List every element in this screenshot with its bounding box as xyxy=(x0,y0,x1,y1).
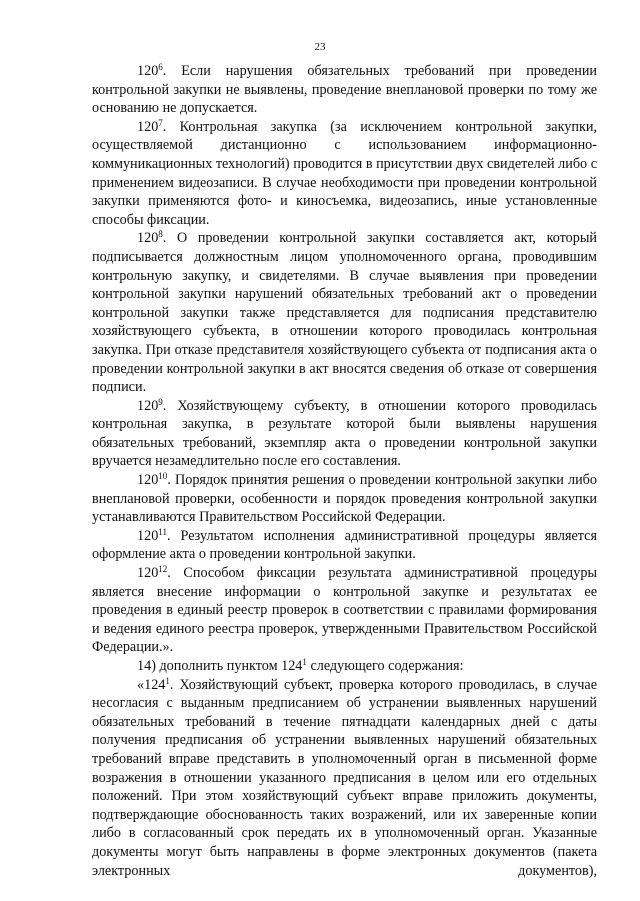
clause-superscript: 9 xyxy=(158,396,163,407)
clause-number: 120 xyxy=(137,472,159,489)
clause-number: 120 xyxy=(137,63,159,79)
clause-number: 120 xyxy=(137,397,159,414)
clause-superscript: 7 xyxy=(158,117,163,128)
paragraph-120-7 xyxy=(92,118,597,230)
clause-superscript: 6 xyxy=(158,62,163,72)
paragraph-text: . Контрольная закупка (за исключением контрольной закупки, осуществляемой дистанционно с использованием информационно-коммуникационных технологий) проводится в присутствии двух свидетелей либо с применением видеозаписи. В случае необходимости при проведении контрольной закупки применяются фото- и киносъемка, видеозапись, иные установленные способы фиксации. xyxy=(92,118,597,228)
paragraph-120-8 xyxy=(92,229,597,396)
clause-superscript: 1 xyxy=(302,657,307,667)
clause-number: «124 xyxy=(137,676,166,693)
clause-superscript: 12 xyxy=(158,564,168,575)
clause-number: 120 xyxy=(137,118,159,135)
paragraph-item-14 xyxy=(92,657,597,676)
clause-number: 120 xyxy=(137,565,159,582)
clause-superscript: 8 xyxy=(158,229,163,240)
document-body xyxy=(92,62,597,880)
paragraph-text: . Хозяйствующему субъекту, в отношении которого проводилась контрольная закупка, в результате которой были выявлены нарушения обязательных требований, экземпляр акта о проведении контрольной закупки вручается незамедлительно после его составления. xyxy=(92,397,597,470)
clause-superscript: 10 xyxy=(158,471,168,482)
page-number: 23 xyxy=(314,41,326,53)
paragraph-text: . О проведении контрольной закупки составляется акт, который подписывается должностным лицом уполномоченного органа, проводившим контрольную закупку, и свидетелями. В случае выявления при проведении контрольной закупки нарушений обязательных требований акт о проведении контрольной закупки также представляется для подписания представителю хозяйствующего субъекта, в отношении которого проводилась контрольная закупка. При отказе представителя хозяйствующего субъекта от подписания акта о проведении контрольной закупки в акт вносятся сведения об отказе от совершения подписи. xyxy=(92,230,597,396)
paragraph-124-1 xyxy=(92,676,597,881)
paragraph-text: . Хозяйствующий субъект, проверка которого проводилась, в случае несогласия с выданным предписанием об устранении выявленных нарушений обязательных требований в течение пятнадцати календарных дней с даты получения предписания об устранении выявленных нарушений обязательных требований вправе представить в уполномоченный орган в письменной форме возражения в отношении указанного предписания в целом или его отдельных положений. При этом хозяйствующий субъект вправе приложить документы, подтверждающие обоснованность таких возражений, или их заверенные копии либо в согласованный срок передать их в уполномоченный орган. Указанные документы могут быть направлены в форме электронных документов (пакета электронных документов), xyxy=(92,676,597,879)
paragraph-120-12 xyxy=(92,564,597,657)
clause-number: 120 xyxy=(137,230,159,247)
clause-number: 120 xyxy=(137,527,159,544)
item-intro: 14) дополнить пунктом 124 xyxy=(137,658,303,674)
clause-superscript: 1 xyxy=(165,675,170,686)
clause-superscript: 11 xyxy=(158,526,167,537)
paragraph-120-6 xyxy=(92,62,597,118)
paragraph-text: следующего содержания: xyxy=(306,658,464,674)
paragraph-text: . Порядок принятия решения о проведении контрольной закупки либо внеплановой проверки, особенности и порядок проведения контрольной закупки устанавливаются Правительством Российской Федерации. xyxy=(92,472,597,526)
paragraph-text: . Если нарушения обязательных требований при проведении контрольной закупки не выявлены, проведение внеплановой проверки по тому же основанию не допускается. xyxy=(92,63,597,117)
paragraph-text: . Способом фиксации результата административной процедуры является внесение информации о контрольной закупке и результатах ее проведения в единый реестр проверок в соответствии с правилами формирования и ведения единого реестра проверок, утвержденными Правительством Российской Федерации.». xyxy=(92,565,597,656)
paragraph-text: . Результатом исполнения административной процедуры является оформление акта о проведении контрольной закупки. xyxy=(92,527,597,563)
paragraph-120-10 xyxy=(92,471,597,527)
paragraph-120-11 xyxy=(92,527,597,564)
paragraph-120-9 xyxy=(92,397,597,471)
